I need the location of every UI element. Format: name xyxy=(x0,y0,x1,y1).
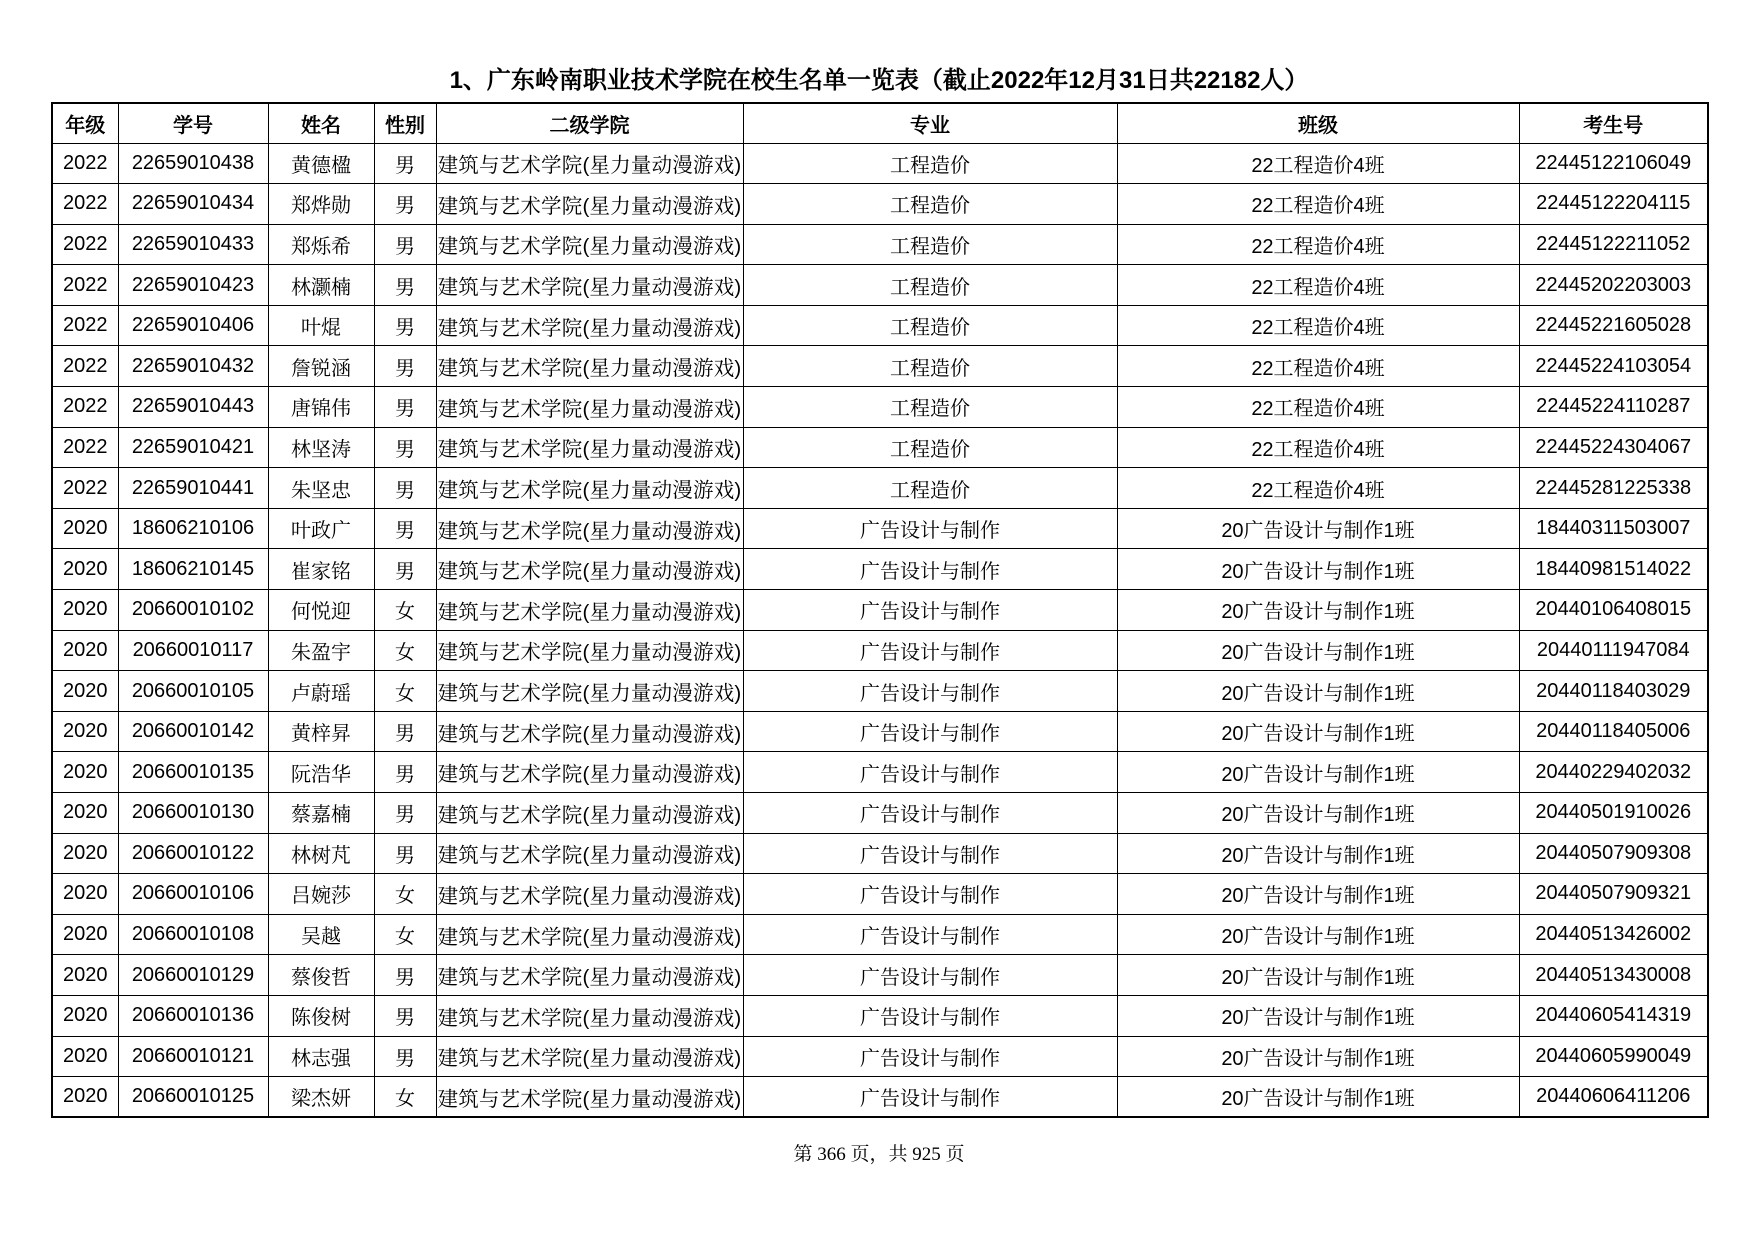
gender-cell: 男 xyxy=(374,346,436,387)
table-row xyxy=(52,427,1708,468)
major-cell: 工程造价 xyxy=(743,143,1117,184)
class-cell: 22工程造价4班 xyxy=(1117,184,1519,225)
college-cell: 建筑与艺术学院(星力量动漫游戏) xyxy=(436,833,743,874)
table-row xyxy=(52,143,1708,184)
major-cell: 广告设计与制作 xyxy=(743,833,1117,874)
college-cell: 建筑与艺术学院(星力量动漫游戏) xyxy=(436,914,743,955)
major-cell: 工程造价 xyxy=(743,224,1117,265)
name-cell: 梁杰妍 xyxy=(268,1077,374,1118)
name-cell: 林坚涛 xyxy=(268,427,374,468)
grade-cell: 2022 xyxy=(52,305,118,346)
college-cell: 建筑与艺术学院(星力量动漫游戏) xyxy=(436,874,743,915)
name-cell: 林灏楠 xyxy=(268,265,374,306)
gender-cell: 男 xyxy=(374,387,436,428)
grade-cell: 2020 xyxy=(52,671,118,712)
grade-cell: 2022 xyxy=(52,184,118,225)
exam-number-cell: 20440229402032 xyxy=(1519,752,1708,793)
table-row xyxy=(52,1036,1708,1077)
class-cell: 22工程造价4班 xyxy=(1117,305,1519,346)
name-cell: 何悦迎 xyxy=(268,590,374,631)
exam-number-cell: 22445202203003 xyxy=(1519,265,1708,306)
column-header-gender: 性别 xyxy=(374,103,436,143)
grade-cell: 2022 xyxy=(52,427,118,468)
grade-cell: 2020 xyxy=(52,833,118,874)
name-cell: 阮浩华 xyxy=(268,752,374,793)
class-cell: 22工程造价4班 xyxy=(1117,427,1519,468)
table-row xyxy=(52,549,1708,590)
major-cell: 广告设计与制作 xyxy=(743,549,1117,590)
major-cell: 广告设计与制作 xyxy=(743,711,1117,752)
college-cell: 建筑与艺术学院(星力量动漫游戏) xyxy=(436,995,743,1036)
student-id-cell: 20660010102 xyxy=(118,590,268,631)
student-id-cell: 22659010421 xyxy=(118,427,268,468)
student-id-cell: 20660010135 xyxy=(118,752,268,793)
table-row xyxy=(52,265,1708,306)
exam-number-cell: 22445281225338 xyxy=(1519,468,1708,509)
table-row xyxy=(52,711,1708,752)
college-cell: 建筑与艺术学院(星力量动漫游戏) xyxy=(436,508,743,549)
class-cell: 20广告设计与制作1班 xyxy=(1117,630,1519,671)
exam-number-cell: 20440507909308 xyxy=(1519,833,1708,874)
class-cell: 22工程造价4班 xyxy=(1117,387,1519,428)
class-cell: 22工程造价4班 xyxy=(1117,468,1519,509)
column-header-college: 二级学院 xyxy=(436,103,743,143)
gender-cell: 男 xyxy=(374,184,436,225)
table-row xyxy=(52,508,1708,549)
student-id-cell: 20660010142 xyxy=(118,711,268,752)
grade-cell: 2022 xyxy=(52,387,118,428)
student-id-cell: 20660010125 xyxy=(118,1077,268,1118)
major-cell: 工程造价 xyxy=(743,346,1117,387)
grade-cell: 2020 xyxy=(52,752,118,793)
name-cell: 吕婉莎 xyxy=(268,874,374,915)
major-cell: 工程造价 xyxy=(743,305,1117,346)
page-number: 第 366 页，共 925 页 xyxy=(793,1144,965,1165)
college-cell: 建筑与艺术学院(星力量动漫游戏) xyxy=(436,305,743,346)
gender-cell: 女 xyxy=(374,1077,436,1118)
gender-cell: 女 xyxy=(374,914,436,955)
gender-cell: 男 xyxy=(374,793,436,834)
class-cell: 20广告设计与制作1班 xyxy=(1117,793,1519,834)
exam-number-cell: 20440501910026 xyxy=(1519,793,1708,834)
grade-cell: 2020 xyxy=(52,874,118,915)
column-header-major: 专业 xyxy=(743,103,1117,143)
table-row xyxy=(52,1077,1708,1118)
major-cell: 广告设计与制作 xyxy=(743,874,1117,915)
gender-cell: 男 xyxy=(374,508,436,549)
name-cell: 黄德楹 xyxy=(268,143,374,184)
exam-number-cell: 18440311503007 xyxy=(1519,508,1708,549)
class-cell: 20广告设计与制作1班 xyxy=(1117,711,1519,752)
class-cell: 20广告设计与制作1班 xyxy=(1117,508,1519,549)
gender-cell: 女 xyxy=(374,590,436,631)
name-cell: 唐锦伟 xyxy=(268,387,374,428)
major-cell: 广告设计与制作 xyxy=(743,630,1117,671)
class-cell: 20广告设计与制作1班 xyxy=(1117,995,1519,1036)
column-header-name: 姓名 xyxy=(268,103,374,143)
table-row xyxy=(52,995,1708,1036)
student-id-cell: 20660010106 xyxy=(118,874,268,915)
college-cell: 建筑与艺术学院(星力量动漫游戏) xyxy=(436,671,743,712)
college-cell: 建筑与艺术学院(星力量动漫游戏) xyxy=(436,955,743,996)
college-cell: 建筑与艺术学院(星力量动漫游戏) xyxy=(436,427,743,468)
gender-cell: 男 xyxy=(374,833,436,874)
table-row xyxy=(52,468,1708,509)
exam-number-cell: 22445224304067 xyxy=(1519,427,1708,468)
exam-number-cell: 20440507909321 xyxy=(1519,874,1708,915)
grade-cell: 2020 xyxy=(52,590,118,631)
class-cell: 22工程造价4班 xyxy=(1117,265,1519,306)
name-cell: 蔡俊哲 xyxy=(268,955,374,996)
class-cell: 20广告设计与制作1班 xyxy=(1117,1077,1519,1118)
major-cell: 工程造价 xyxy=(743,265,1117,306)
table-row xyxy=(52,752,1708,793)
exam-number-cell: 20440118403029 xyxy=(1519,671,1708,712)
class-cell: 20广告设计与制作1班 xyxy=(1117,1036,1519,1077)
grade-cell: 2020 xyxy=(52,914,118,955)
college-cell: 建筑与艺术学院(星力量动漫游戏) xyxy=(436,346,743,387)
student-id-cell: 20660010105 xyxy=(118,671,268,712)
gender-cell: 女 xyxy=(374,874,436,915)
class-cell: 20广告设计与制作1班 xyxy=(1117,914,1519,955)
class-cell: 20广告设计与制作1班 xyxy=(1117,549,1519,590)
grade-cell: 2020 xyxy=(52,955,118,996)
college-cell: 建筑与艺术学院(星力量动漫游戏) xyxy=(436,752,743,793)
column-header-student-id: 学号 xyxy=(118,103,268,143)
table-row xyxy=(52,874,1708,915)
college-cell: 建筑与艺术学院(星力量动漫游戏) xyxy=(436,1036,743,1077)
student-id-cell: 20660010117 xyxy=(118,630,268,671)
major-cell: 工程造价 xyxy=(743,468,1117,509)
exam-number-cell: 22445122211052 xyxy=(1519,224,1708,265)
table-row xyxy=(52,184,1708,225)
student-id-cell: 22659010434 xyxy=(118,184,268,225)
gender-cell: 男 xyxy=(374,265,436,306)
college-cell: 建筑与艺术学院(星力量动漫游戏) xyxy=(436,224,743,265)
name-cell: 黄梓昇 xyxy=(268,711,374,752)
name-cell: 陈俊树 xyxy=(268,995,374,1036)
class-cell: 22工程造价4班 xyxy=(1117,346,1519,387)
major-cell: 广告设计与制作 xyxy=(743,995,1117,1036)
column-header-grade: 年级 xyxy=(52,103,118,143)
exam-number-cell: 20440118405006 xyxy=(1519,711,1708,752)
table-header xyxy=(52,103,1708,143)
grade-cell: 2020 xyxy=(52,793,118,834)
name-cell: 卢蔚瑶 xyxy=(268,671,374,712)
exam-number-cell: 20440605990049 xyxy=(1519,1036,1708,1077)
grade-cell: 2020 xyxy=(52,711,118,752)
exam-number-cell: 22445221605028 xyxy=(1519,305,1708,346)
gender-cell: 男 xyxy=(374,143,436,184)
name-cell: 叶焜 xyxy=(268,305,374,346)
column-header-class: 班级 xyxy=(1117,103,1519,143)
class-cell: 20广告设计与制作1班 xyxy=(1117,752,1519,793)
grade-cell: 2020 xyxy=(52,1077,118,1118)
student-id-cell: 20660010108 xyxy=(118,914,268,955)
name-cell: 郑烨勋 xyxy=(268,184,374,225)
class-cell: 22工程造价4班 xyxy=(1117,224,1519,265)
exam-number-cell: 22445122106049 xyxy=(1519,143,1708,184)
college-cell: 建筑与艺术学院(星力量动漫游戏) xyxy=(436,711,743,752)
grade-cell: 2022 xyxy=(52,224,118,265)
grade-cell: 2020 xyxy=(52,995,118,1036)
student-id-cell: 22659010438 xyxy=(118,143,268,184)
gender-cell: 男 xyxy=(374,711,436,752)
class-cell: 20广告设计与制作1班 xyxy=(1117,671,1519,712)
student-id-cell: 20660010122 xyxy=(118,833,268,874)
major-cell: 工程造价 xyxy=(743,387,1117,428)
exam-number-cell: 22445224103054 xyxy=(1519,346,1708,387)
gender-cell: 男 xyxy=(374,995,436,1036)
exam-number-cell: 18440981514022 xyxy=(1519,549,1708,590)
college-cell: 建筑与艺术学院(星力量动漫游戏) xyxy=(436,1077,743,1118)
student-id-cell: 20660010130 xyxy=(118,793,268,834)
college-cell: 建筑与艺术学院(星力量动漫游戏) xyxy=(436,184,743,225)
header-row xyxy=(52,103,1708,143)
table-row xyxy=(52,305,1708,346)
exam-number-cell: 22445224110287 xyxy=(1519,387,1708,428)
college-cell: 建筑与艺术学院(星力量动漫游戏) xyxy=(436,143,743,184)
grade-cell: 2022 xyxy=(52,265,118,306)
college-cell: 建筑与艺术学院(星力量动漫游戏) xyxy=(436,387,743,428)
major-cell: 广告设计与制作 xyxy=(743,508,1117,549)
grade-cell: 2020 xyxy=(52,630,118,671)
class-cell: 22工程造价4班 xyxy=(1117,143,1519,184)
gender-cell: 男 xyxy=(374,752,436,793)
table-row xyxy=(52,387,1708,428)
college-cell: 建筑与艺术学院(星力量动漫游戏) xyxy=(436,793,743,834)
exam-number-cell: 22445122204115 xyxy=(1519,184,1708,225)
student-id-cell: 22659010432 xyxy=(118,346,268,387)
college-cell: 建筑与艺术学院(星力量动漫游戏) xyxy=(436,468,743,509)
exam-number-cell: 20440606411206 xyxy=(1519,1077,1708,1118)
gender-cell: 男 xyxy=(374,955,436,996)
name-cell: 朱盈宇 xyxy=(268,630,374,671)
student-id-cell: 22659010441 xyxy=(118,468,268,509)
gender-cell: 男 xyxy=(374,224,436,265)
student-id-cell: 22659010423 xyxy=(118,265,268,306)
table-row xyxy=(52,793,1708,834)
student-id-cell: 18606210106 xyxy=(118,508,268,549)
name-cell: 吴越 xyxy=(268,914,374,955)
grade-cell: 2020 xyxy=(52,549,118,590)
grade-cell: 2020 xyxy=(52,1036,118,1077)
college-cell: 建筑与艺术学院(星力量动漫游戏) xyxy=(436,590,743,631)
student-id-cell: 22659010443 xyxy=(118,387,268,428)
student-id-cell: 22659010406 xyxy=(118,305,268,346)
exam-number-cell: 20440513430008 xyxy=(1519,955,1708,996)
table-row xyxy=(52,590,1708,631)
student-id-cell: 20660010136 xyxy=(118,995,268,1036)
major-cell: 广告设计与制作 xyxy=(743,1077,1117,1118)
page-title: 1、广东岭南职业技术学院在校生名单一览表（截止2022年12月31日共22182人） xyxy=(449,67,1309,94)
exam-number-cell: 20440106408015 xyxy=(1519,590,1708,631)
major-cell: 广告设计与制作 xyxy=(743,1036,1117,1077)
class-cell: 20广告设计与制作1班 xyxy=(1117,874,1519,915)
major-cell: 广告设计与制作 xyxy=(743,671,1117,712)
student-id-cell: 20660010121 xyxy=(118,1036,268,1077)
table-row xyxy=(52,346,1708,387)
column-header-exam-number: 考生号 xyxy=(1519,103,1708,143)
class-cell: 20广告设计与制作1班 xyxy=(1117,590,1519,631)
exam-number-cell: 20440111947084 xyxy=(1519,630,1708,671)
college-cell: 建筑与艺术学院(星力量动漫游戏) xyxy=(436,265,743,306)
name-cell: 蔡嘉楠 xyxy=(268,793,374,834)
name-cell: 崔家铭 xyxy=(268,549,374,590)
gender-cell: 男 xyxy=(374,468,436,509)
grade-cell: 2022 xyxy=(52,468,118,509)
major-cell: 广告设计与制作 xyxy=(743,590,1117,631)
college-cell: 建筑与艺术学院(星力量动漫游戏) xyxy=(436,630,743,671)
table-row xyxy=(52,955,1708,996)
table-body xyxy=(52,143,1708,1117)
major-cell: 广告设计与制作 xyxy=(743,752,1117,793)
table-row xyxy=(52,224,1708,265)
gender-cell: 女 xyxy=(374,630,436,671)
class-cell: 20广告设计与制作1班 xyxy=(1117,955,1519,996)
table-row xyxy=(52,630,1708,671)
student-id-cell: 20660010129 xyxy=(118,955,268,996)
gender-cell: 男 xyxy=(374,427,436,468)
major-cell: 广告设计与制作 xyxy=(743,793,1117,834)
major-cell: 工程造价 xyxy=(743,427,1117,468)
major-cell: 广告设计与制作 xyxy=(743,914,1117,955)
gender-cell: 女 xyxy=(374,671,436,712)
table-row xyxy=(52,671,1708,712)
name-cell: 林志强 xyxy=(268,1036,374,1077)
college-cell: 建筑与艺术学院(星力量动漫游戏) xyxy=(436,549,743,590)
name-cell: 林树芃 xyxy=(268,833,374,874)
student-roster-table xyxy=(51,102,1709,1118)
name-cell: 詹锐涵 xyxy=(268,346,374,387)
name-cell: 叶政广 xyxy=(268,508,374,549)
name-cell: 郑烁希 xyxy=(268,224,374,265)
major-cell: 工程造价 xyxy=(743,184,1117,225)
table-row xyxy=(52,914,1708,955)
gender-cell: 男 xyxy=(374,1036,436,1077)
grade-cell: 2020 xyxy=(52,508,118,549)
table-row xyxy=(52,833,1708,874)
class-cell: 20广告设计与制作1班 xyxy=(1117,833,1519,874)
gender-cell: 男 xyxy=(374,549,436,590)
grade-cell: 2022 xyxy=(52,143,118,184)
student-id-cell: 22659010433 xyxy=(118,224,268,265)
exam-number-cell: 20440513426002 xyxy=(1519,914,1708,955)
name-cell: 朱坚忠 xyxy=(268,468,374,509)
major-cell: 广告设计与制作 xyxy=(743,955,1117,996)
student-id-cell: 18606210145 xyxy=(118,549,268,590)
grade-cell: 2022 xyxy=(52,346,118,387)
gender-cell: 男 xyxy=(374,305,436,346)
exam-number-cell: 20440605414319 xyxy=(1519,995,1708,1036)
